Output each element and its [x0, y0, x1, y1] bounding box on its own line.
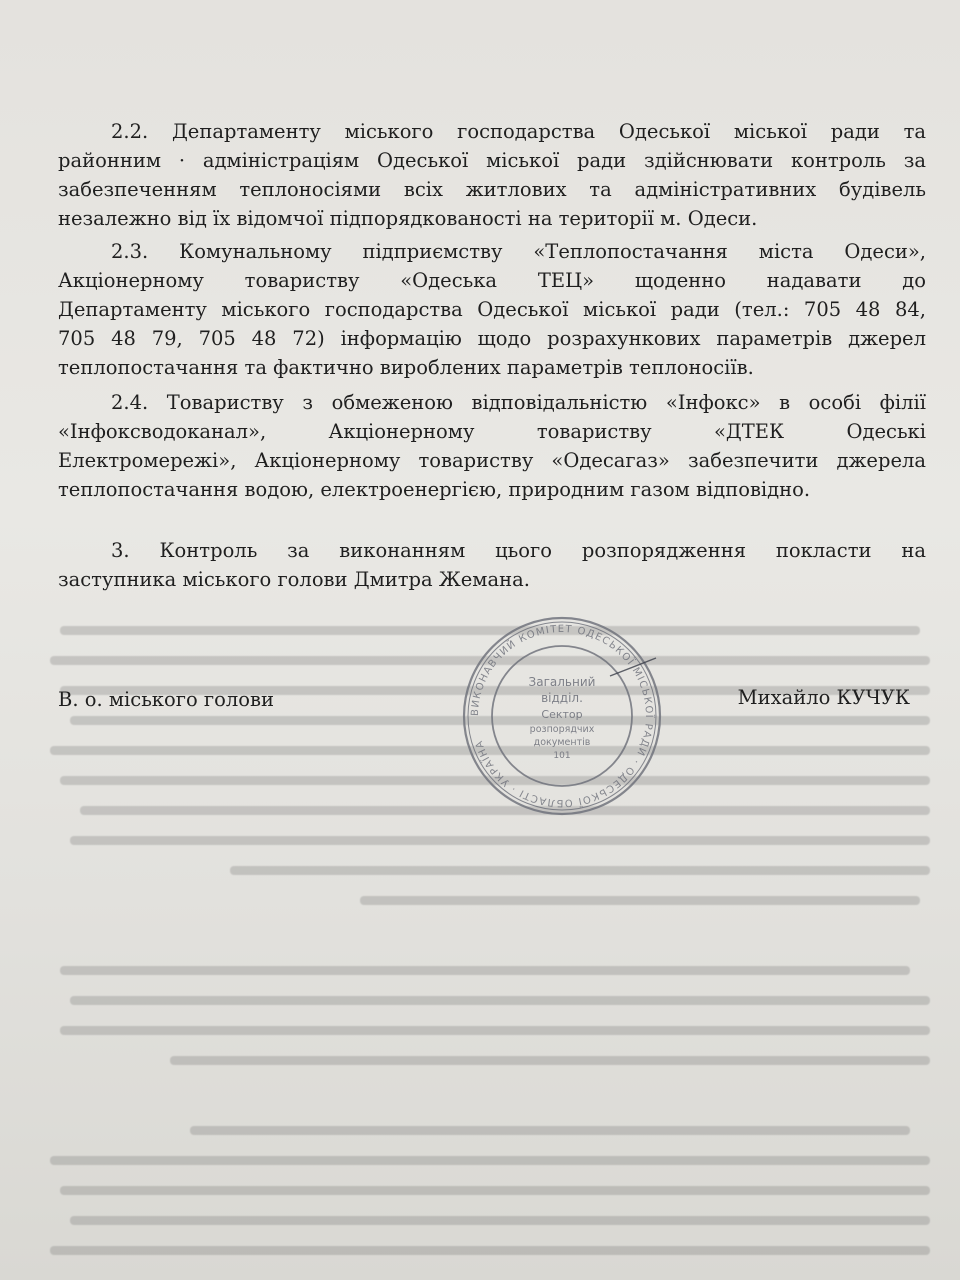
stamp-inner-line: 101 — [553, 751, 571, 761]
paragraph-line: незалежно від їх відомчої підпорядкованості на території м. Одеси. — [58, 207, 758, 230]
paragraph-line: 705 48 79, 705 48 72) інформацію щодо розрахункових параметрів джерел — [58, 327, 926, 350]
paragraph-line: районним · адміністраціям Одеської міської ради здійснювати контроль за — [58, 149, 926, 172]
paragraph-3 — [58, 536, 926, 594]
paragraph-line: «Інфоксводоканал», Акціонерному товариству «ДТЕК Одеські — [58, 420, 926, 443]
stamp-inner-line: Сектор — [541, 708, 583, 721]
paragraph-line: 3. Контроль за виконанням цього розпорядження покласти на — [111, 539, 926, 562]
paragraph-line: Акціонерному товариству «Одеська ТЕЦ» щоденно надавати до — [58, 269, 926, 292]
paragraph-2-3 — [58, 237, 926, 382]
paragraph-line: забезпеченням теплоносіями всіх житлових та адміністративних будівель — [58, 178, 926, 201]
official-stamp — [460, 614, 664, 818]
paragraph-line: теплопостачання водою, електроенергією, природним газом відповідно. — [58, 478, 811, 501]
paragraph-line: 2.4. Товариству з обмеженою відповідальністю «Інфокс» в особі філії — [111, 391, 926, 414]
paragraph-line: Електромережі», Акціонерному товариству «Одесагаз» забезпечити джерела — [58, 449, 926, 472]
paragraph-2-4 — [58, 388, 926, 504]
paragraph-line: Департаменту міського господарства Одеської міської ради (тел.: 705 48 84, — [58, 298, 926, 321]
stamp-inner-line: розпорядчих — [529, 724, 595, 735]
paragraph-line: теплопостачання та фактично вироблених параметрів теплоносіїв. — [58, 356, 754, 379]
stamp-inner-line: відділ. — [541, 691, 583, 705]
paragraph-2-2 — [58, 117, 926, 233]
paragraph-line: 2.2. Департаменту міського господарства Одеської міської ради та — [111, 120, 926, 143]
signatory-name: Михайло КУЧУК — [737, 686, 910, 709]
signatory-position: В. о. міського голови — [58, 688, 274, 711]
stamp-inner-line: документів — [533, 737, 591, 748]
stamp-outer-text: ВИКОНАВЧИЙ КОМІТЕТ ОДЕСЬКОЇ МІСЬКОЇ РАДИ · ОДЕСЬКОЇ ОБЛАСТІ · УКРАЇНА — [469, 623, 655, 809]
stamp-inner-line: Загальний — [528, 675, 596, 689]
paragraph-line: заступника міського голови Дмитра Жемана. — [58, 568, 530, 591]
paragraph-line: 2.3. Комунальному підприємству «Теплопостачання міста Одеси», — [111, 240, 926, 263]
